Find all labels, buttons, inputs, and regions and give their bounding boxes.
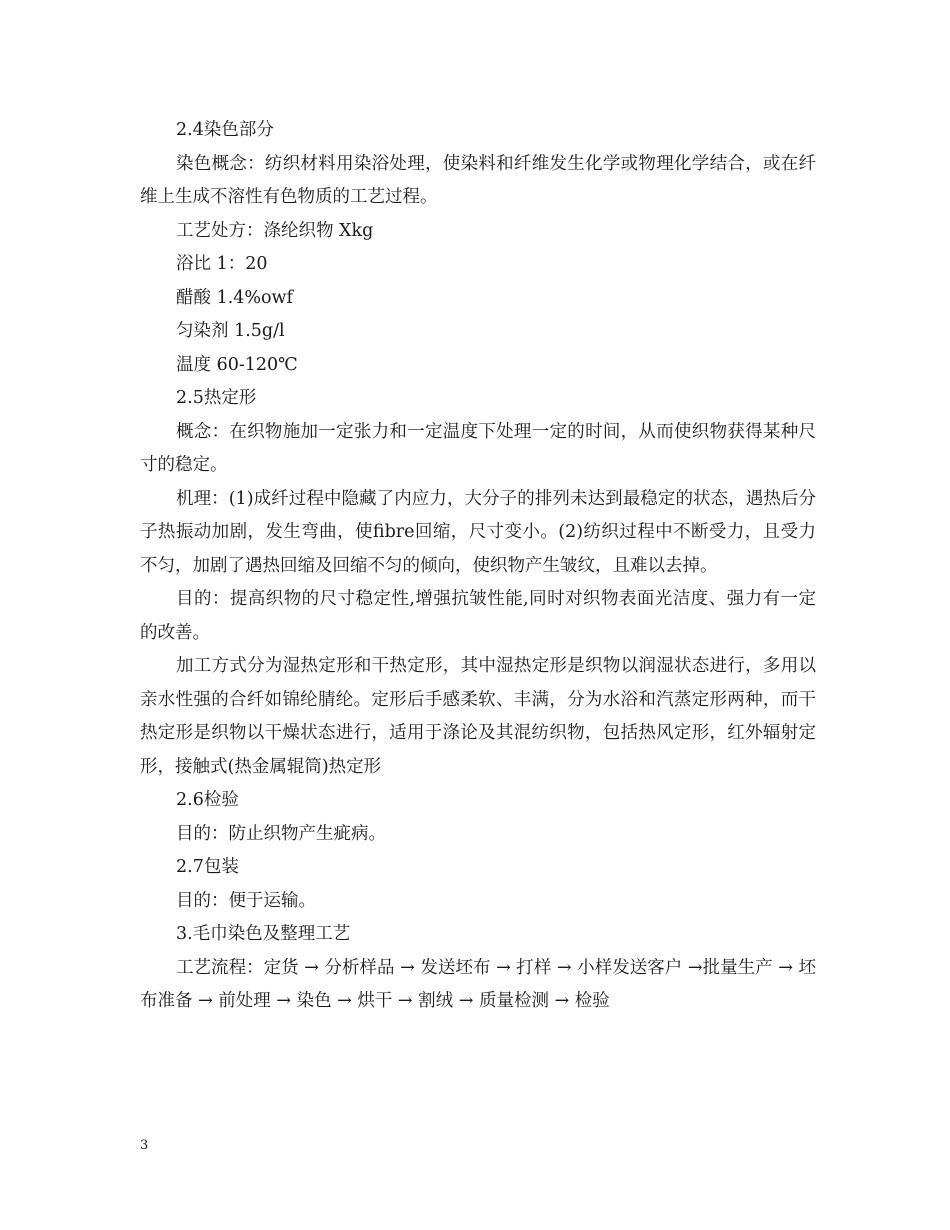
heat-setting-mechanism-paragraph: 机理：(1)成纤过程中隐藏了内应力，大分子的排列未达到最稳定的状态，遇热后分子热振动加剧，发生弯曲，使fibre回缩，尺寸变小。(2)纺织过程中不断受力，且受力不匀，加剧了遇热回缩及回缩不匀的倾向，使织物产生皱纹，且难以去掉。 (140, 488, 816, 576)
heat-setting-purpose-paragraph: 目的：提高织物的尺寸稳定性,增强抗皱性能,同时对织物表面光洁度、强力有一定的改善。 (140, 589, 816, 643)
processing-methods-paragraph: 加工方式分为湿热定形和干热定形，其中湿热定形是织物以润湿状态进行，多用以亲水性强的合纤如锦纶腈纶。定形后手感柔软、丰满，分为水浴和汽蒸定形两种，而干热定形是织物以干燥状态进行，适用于涤论及其混纺织物，包括热风定形，红外辐射定形，接触式(热金属辊筒)热定形 (140, 656, 816, 777)
recipe-line-leveling-agent: 匀染剂 1.5g/l (176, 321, 285, 341)
section-heading-2-4: 2.4染色部分 (176, 120, 274, 140)
process-flow-paragraph: 工艺流程：定货 → 分析样品 → 发送坯布 → 打样 → 小样发送客户 →批量生产 → 坯布准备 → 前处理 → 染色 → 烘干 → 割绒 → 质量检测 → 检验 (140, 957, 816, 1011)
recipe-line-liquor-ratio: 浴比 1：20 (176, 254, 268, 274)
dyeing-concept-paragraph: 染色概念：纺织材料用染浴处理，使染料和纤维发生化学或物理化学结合，或在纤维上生成不溶性有色物质的工艺过程。 (140, 153, 816, 207)
recipe-line-fabric: 工艺处方：涤纶织物 Xkg (176, 220, 374, 241)
recipe-line-temperature: 温度 60-120℃ (176, 354, 298, 375)
section-heading-2-6: 2.6检验 (176, 790, 239, 810)
heat-setting-concept-paragraph: 概念：在织物施加一定张力和一定温度下处理一定的时间，从而使织物获得某种尺寸的稳定。 (140, 421, 816, 475)
document-body (140, 114, 816, 1019)
section-heading-3: 3.毛巾染色及整理工艺 (176, 924, 351, 944)
section-heading-2-5: 2.5热定形 (176, 388, 257, 408)
section-heading-2-7: 2.7包装 (176, 857, 239, 877)
page-number: 3 (140, 1138, 149, 1153)
packaging-purpose-paragraph: 目的：便于运输。 (176, 890, 316, 911)
inspection-purpose-paragraph: 目的：防止织物产生疵病。 (176, 823, 386, 844)
recipe-line-acetic-acid: 醋酸 1.4%owf (176, 287, 294, 308)
